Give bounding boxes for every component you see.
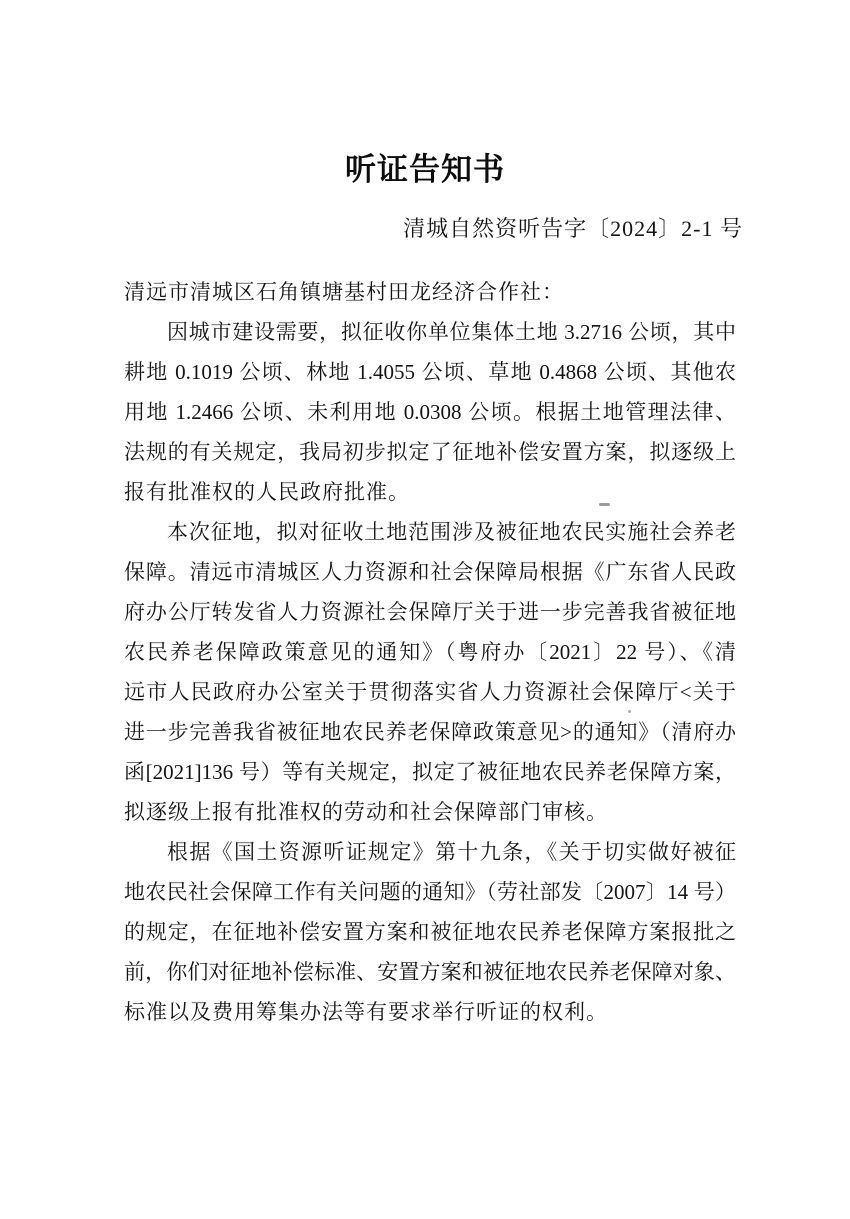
body-line: 法规的有关规定，我局初步拟定了征地补偿安置方案，拟逐级上 [124, 440, 736, 464]
body-line: 耕地 0.1019 公顷、林地 1.4055 公顷、草地 0.4868 公顷、其他农 [124, 360, 736, 384]
body-line: 用地 1.2466 公顷、未利用地 0.0308 公顷。根据土地管理法律、 [124, 400, 736, 424]
body-line: 报有批准权的人民政府批准。 [124, 480, 410, 504]
doc-number: 清城自然资听告字〔2024〕2-1 号 [403, 216, 743, 241]
scan-artifact [628, 710, 631, 713]
body-line: 府办公厅转发省人力资源社会保障厅关于进一步完善我省被征地 [124, 600, 736, 624]
body-line: 函[2021]136 号）等有关规定，拟定了被征地农民养老保障方案， [124, 760, 736, 784]
body-line: 本次征地，拟对征收土地范围涉及被征地农民实施社会养老 [167, 520, 736, 544]
document-title: 听证告知书 [345, 152, 505, 187]
body-line: 前，你们对征地补偿标准、安置方案和被征地农民养老保障对象、 [124, 960, 736, 984]
body-line: 拟逐级上报有批准权的劳动和社会保障部门审核。 [124, 800, 608, 824]
recipient-line: 清远市清城区石角镇塘基村田龙经济合作社： [124, 280, 564, 304]
body-line: 因城市建设需要，拟征收你单位集体土地 3.2716 公顷，其中 [167, 320, 736, 344]
body-line: 保障。清远市清城区人力资源和社会保障局根据《广东省人民政 [124, 560, 736, 584]
body-line: 的规定，在征地补偿安置方案和被征地农民养老保障方案报批之 [124, 920, 736, 944]
scan-artifact [599, 503, 610, 506]
body-line: 根据《国土资源听证规定》第十九条，《关于切实做好被征 [167, 840, 736, 864]
body-line: 地农民社会保障工作有关问题的通知》（劳社部发〔2007〕14 号） [124, 880, 736, 904]
body-line: 远市人民政府办公室关于贯彻落实省人力资源社会保障厅<关于 [124, 680, 736, 704]
body-line: 农民养老保障政策意见的通知》（粤府办〔2021〕22 号）、《清 [124, 640, 736, 664]
body-line: 标准以及费用筹集办法等有要求举行听证的权利。 [124, 1000, 608, 1024]
body-line: 进一步完善我省被征地农民养老保障政策意见>的通知》（清府办 [124, 720, 736, 744]
document-body [124, 272, 736, 1032]
